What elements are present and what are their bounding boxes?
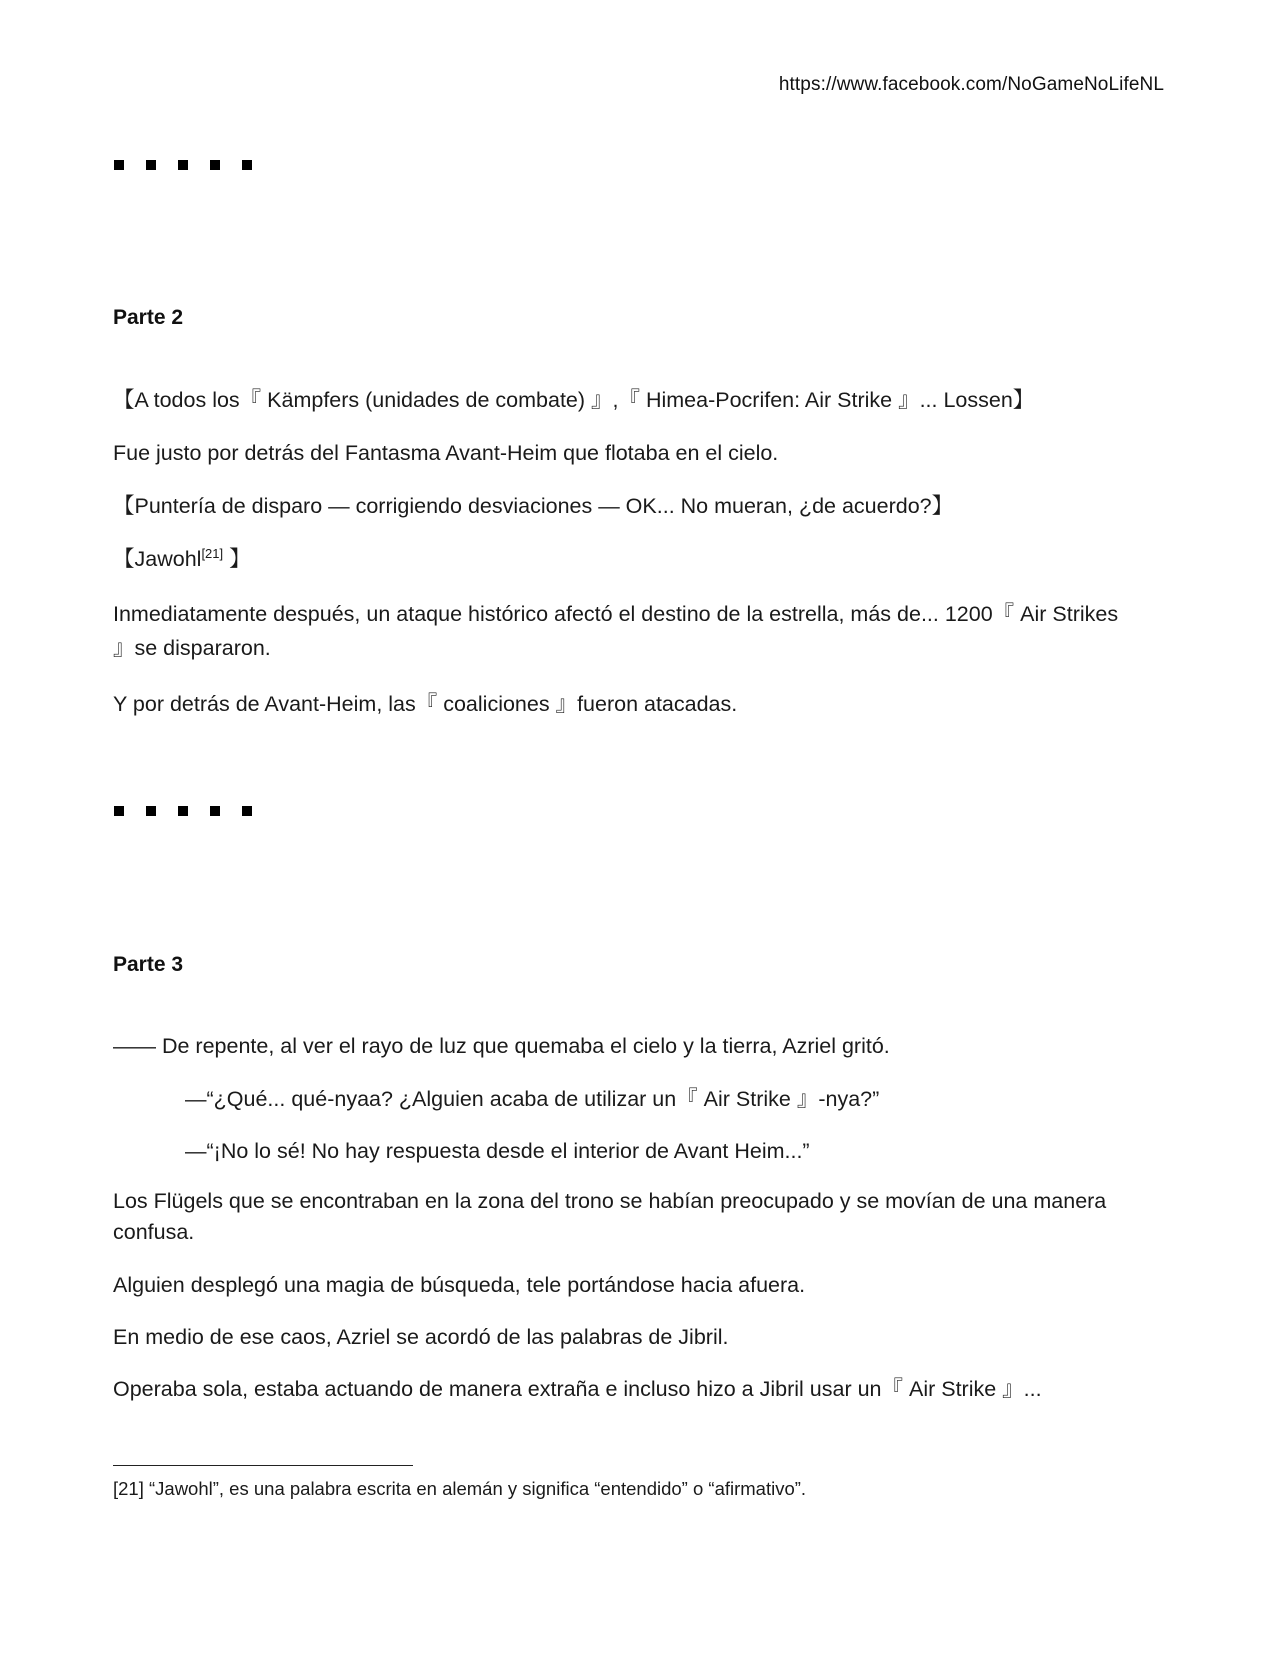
paragraph: Fue justo por detrás del Fantasma Avant-Heim que flotaba en el cielo. [113, 441, 779, 465]
separator-square [114, 160, 124, 170]
jawohl-close: 】 [223, 547, 251, 571]
separator-square [242, 806, 252, 816]
paragraph: Y por detrás de Avant-Heim, las『 coaliciones 』fueron atacadas. [113, 692, 738, 716]
separator-square [146, 160, 156, 170]
dialogue-line: —“¡No lo sé! No hay respuesta desde el interior de Avant Heim...” [185, 1139, 810, 1163]
paragraph: Operaba sola, estaba actuando de manera extraña e incluso hizo a Jibril usar un『 Air Strike 』... [113, 1377, 1042, 1401]
section-heading-parte-2: Parte 2 [113, 306, 184, 329]
separator-square [114, 806, 124, 816]
section-separator [114, 806, 274, 816]
paragraph: 【A todos los『 Kämpfers (unidades de combate) 』,『 Himea-Pocrifen: Air Strike 』... Lossen】 [113, 388, 1035, 412]
section-heading-parte-3: Parte 3 [113, 953, 184, 976]
separator-square [210, 160, 220, 170]
paragraph-jawohl [113, 542, 1123, 576]
jawohl-text: 【Jawohl [113, 547, 202, 571]
paragraph: Los Flügels que se encontraban en la zona del trono se habían preocupado y se movían de una manera confusa. [113, 1189, 1107, 1244]
paragraph: Alguien desplegó una magia de búsqueda, tele portándose hacia afuera. [113, 1273, 806, 1297]
header-url[interactable]: https://www.facebook.com/NoGameNoLifeNL [778, 74, 1164, 95]
paragraph: Inmediatamente después, un ataque histórico afectó el destino de la estrella, más de... 1200『 Air Strikes 』se dispararon. [113, 602, 1119, 660]
footnote-reference[interactable]: [21] [201, 545, 224, 561]
paragraph: 【Puntería de disparo — corrigiendo desviaciones — OK... No mueran, ¿de acuerdo?】 [113, 494, 954, 518]
separator-square [146, 806, 156, 816]
footnote: [21] “Jawohl”, es una palabra escrita en alemán y significa “entendido” o “afirmativo”. [113, 1478, 807, 1499]
separator-square [210, 806, 220, 816]
dialogue-line: —“¿Qué... qué-nyaa? ¿Alguien acaba de utilizar un『 Air Strike 』-nya?” [185, 1087, 880, 1111]
paragraph: —— De repente, al ver el rayo de luz que quemaba el cielo y la tierra, Azriel gritó. [113, 1034, 890, 1058]
separator-square [178, 160, 188, 170]
separator-square [242, 160, 252, 170]
paragraph: En medio de ese caos, Azriel se acordó de las palabras de Jibril. [113, 1325, 729, 1349]
section-separator [114, 160, 274, 170]
separator-square [178, 806, 188, 816]
footnote-divider [113, 1465, 413, 1466]
